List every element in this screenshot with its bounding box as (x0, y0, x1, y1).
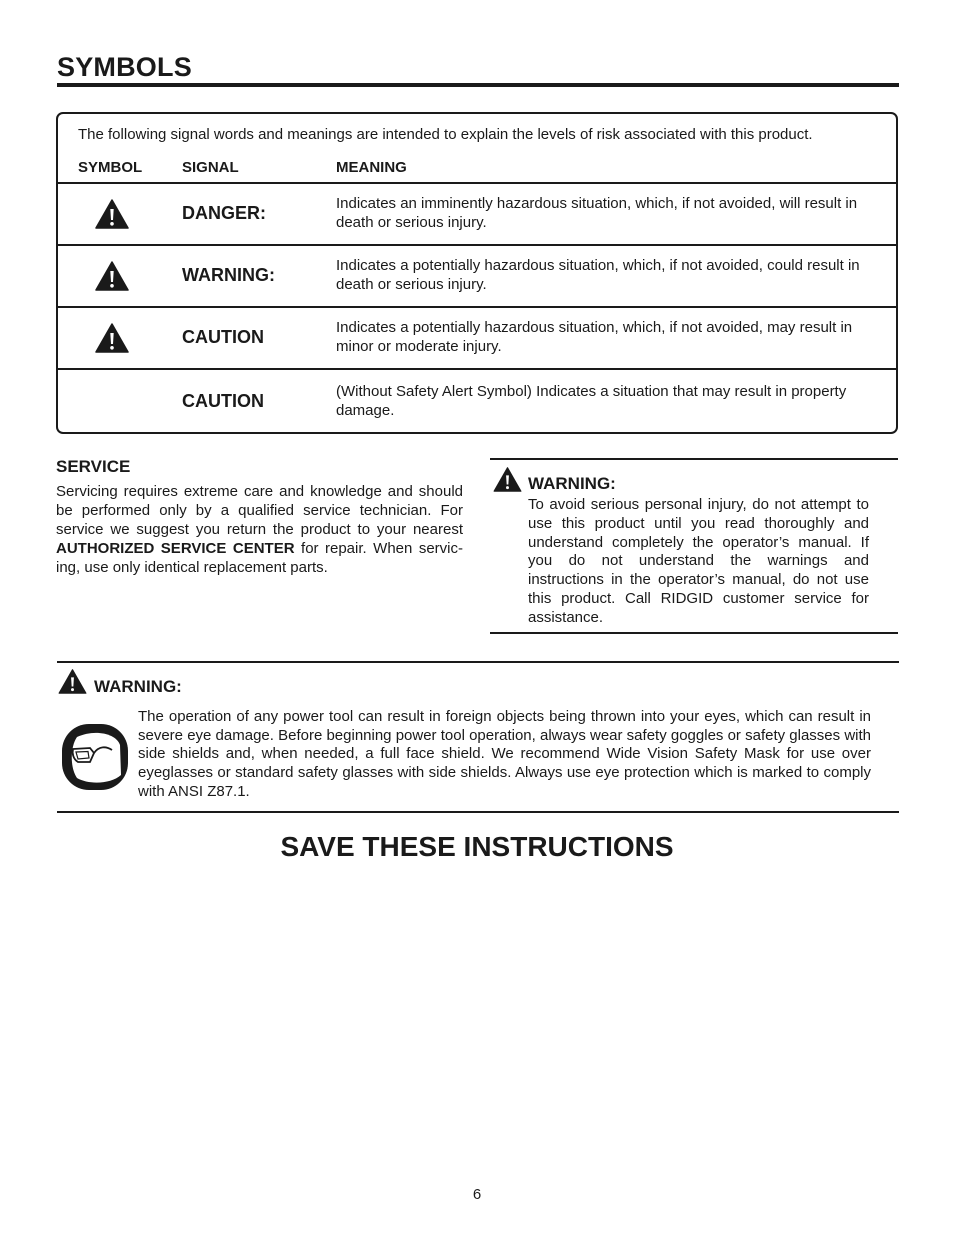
warning-body: To avoid serious personal injury, do not attempt to use this product until you read thoroughly and understand completely the operator’s manual. If you do not understand the warnings and instructions in the operator’s manual, do not use this product. Call RIDGID customer service for assistance. (528, 496, 869, 626)
warning-manual-box (490, 458, 898, 634)
signal-word: CAUTION (182, 327, 264, 347)
symbol-row-caution-property (58, 368, 896, 432)
safety-alert-icon (95, 323, 129, 353)
safety-alert-icon (493, 467, 522, 492)
signal-word: WARNING: (182, 265, 275, 285)
service-text: Servicing requires extreme care and knowledge and should be performed only by a qualified service technician. For service we suggest you return the product to your nearest (56, 483, 463, 538)
safety-alert-icon (95, 199, 129, 229)
warning-title: WARNING: (528, 474, 616, 493)
symbol-row-caution (58, 306, 896, 368)
column-header-signal: SIGNAL (182, 159, 239, 176)
signal-word: CAUTION (182, 391, 264, 411)
warning-body: The operation of any power tool can result in foreign objects being thrown into your eyes, which can result in severe eye damage. Before beginning power tool operation, always wear safety goggles or safety glasses with side shields and, when needed, a full face shield. We recommend Wide Vision Safety Mask for use over eyeglasses or standard safety glasses with side shields. Always use eye protection which is marked to comply with ANSI Z87.1. (138, 708, 871, 800)
safety-goggles-icon (61, 723, 129, 791)
symbols-intro: The following signal words and meanings are intended to explain the levels of risk associated with this product. (78, 126, 813, 143)
safety-alert-icon (58, 669, 87, 694)
signal-meaning: Indicates an imminently hazardous situation, which, if not avoided, will result in death or serious injury. (336, 195, 858, 231)
column-header-symbol: SYMBOL (78, 159, 143, 176)
service-center-emphasis: AUTHORIZED SERVICE CENTER (56, 540, 295, 557)
symbols-table (56, 112, 898, 434)
service-body (56, 482, 463, 577)
page-title: SYMBOLS (57, 52, 192, 82)
warning-title: WARNING: (94, 677, 182, 696)
column-header-meaning: MEANING (336, 159, 407, 176)
service-heading: SERVICE (56, 457, 131, 476)
save-instructions-title: SAVE THESE INSTRUCTIONS (280, 831, 674, 862)
page-number: 6 (472, 1186, 482, 1203)
symbol-row-warning (58, 244, 896, 306)
safety-alert-icon (95, 261, 129, 291)
signal-meaning: Indicates a potentially hazardous situation, which, if not avoided, may result in minor or moderate injury. (336, 319, 853, 355)
title-rule (57, 83, 899, 87)
signal-meaning: Indicates a potentially hazardous situation, which, if not avoided, could result in death or serious injury. (336, 257, 860, 293)
service-text: for repair. When servic-ing, use only identical replacement parts. (56, 540, 464, 576)
signal-word: DANGER: (182, 203, 266, 223)
warning-eyes-box (57, 661, 899, 813)
signal-meaning: (Without Safety Alert Symbol) Indicates a situation that may result in property damage. (336, 383, 847, 419)
symbol-row-danger (58, 182, 896, 244)
